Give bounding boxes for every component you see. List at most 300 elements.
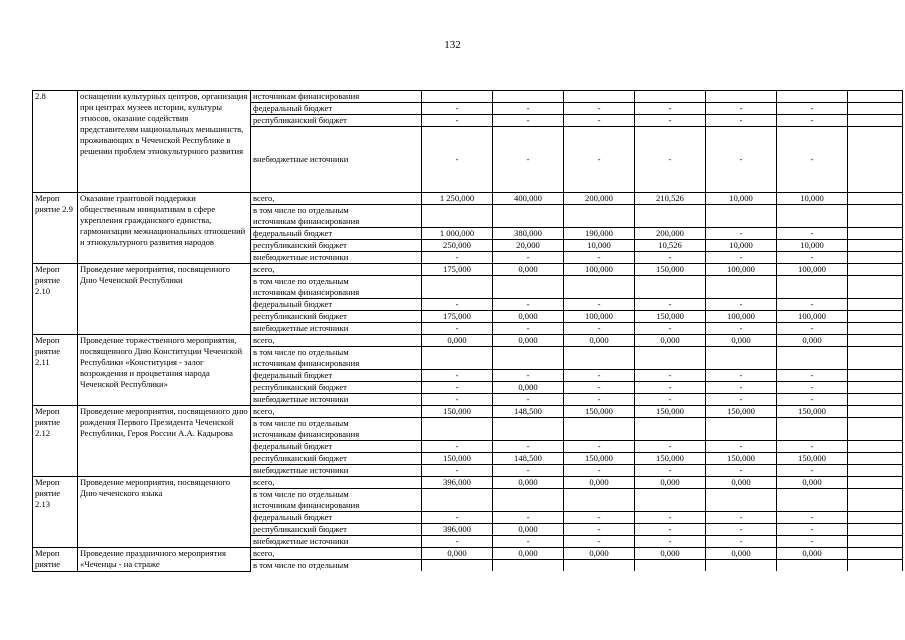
value-cell: 0,000 <box>493 548 564 560</box>
value-cell: 100,000 <box>564 264 635 276</box>
value-cell: 100,000 <box>706 311 777 323</box>
value-cell <box>493 276 564 288</box>
value-cell <box>493 347 564 359</box>
value-cell: - <box>635 536 706 548</box>
empty-cell <box>848 115 903 127</box>
table-row <box>33 548 903 560</box>
value-cell <box>493 287 564 299</box>
value-cell: - <box>635 370 706 382</box>
value-cell: 100,000 <box>564 311 635 323</box>
empty-cell <box>848 193 903 205</box>
value-cell: 150,000 <box>422 453 493 465</box>
value-cell: - <box>422 465 493 477</box>
activity-name: Проведение мероприятия, посвященного Дню чеченского языка <box>78 477 251 548</box>
value-cell: 0,000 <box>493 524 564 536</box>
value-cell: - <box>422 323 493 335</box>
empty-cell <box>848 418 903 430</box>
value-cell: - <box>635 394 706 406</box>
value-cell: 0,000 <box>706 548 777 560</box>
value-cell <box>564 347 635 359</box>
value-cell: - <box>564 441 635 453</box>
value-cell: - <box>777 323 848 335</box>
value-cell: 0,000 <box>493 335 564 347</box>
empty-cell <box>848 548 903 560</box>
value-cell: 10,000 <box>777 240 848 252</box>
value-cell: - <box>635 127 706 193</box>
value-cell: 0,000 <box>564 335 635 347</box>
value-cell: - <box>635 382 706 394</box>
value-cell: - <box>777 524 848 536</box>
funding-source: источникам финансирования <box>251 287 422 299</box>
empty-cell <box>848 103 903 115</box>
value-cell <box>635 276 706 288</box>
value-cell <box>493 216 564 228</box>
value-cell: - <box>422 370 493 382</box>
activity-name: оснащении культурных центров, организация при центрах музеев истории, культуры этносов, оказание содействия представителям национальных меньшинств, проживающих в Чеченской Республике в решении проблем этнокультурного развития <box>78 91 251 193</box>
value-cell <box>777 429 848 441</box>
empty-cell <box>848 228 903 240</box>
value-cell: 190,000 <box>564 228 635 240</box>
value-cell: 150,000 <box>564 406 635 418</box>
value-cell: 0,000 <box>777 335 848 347</box>
value-cell <box>706 205 777 217</box>
value-cell <box>706 287 777 299</box>
value-cell: - <box>564 465 635 477</box>
value-cell: 10,526 <box>635 240 706 252</box>
empty-cell <box>848 394 903 406</box>
funding-source: федеральный бюджет <box>251 299 422 311</box>
value-cell: - <box>777 441 848 453</box>
value-cell <box>422 489 493 501</box>
value-cell <box>777 216 848 228</box>
value-cell <box>635 205 706 217</box>
empty-cell <box>848 347 903 359</box>
value-cell: - <box>635 465 706 477</box>
value-cell: - <box>706 465 777 477</box>
value-cell <box>777 489 848 501</box>
value-cell <box>777 358 848 370</box>
value-cell: - <box>706 394 777 406</box>
funding-source: внебюджетные источники <box>251 127 422 193</box>
value-cell: - <box>777 115 848 127</box>
value-cell: - <box>493 370 564 382</box>
empty-cell <box>848 500 903 512</box>
activity-number: Мероп риятие 2.9 <box>33 193 78 264</box>
value-cell: - <box>706 524 777 536</box>
value-cell: 0,000 <box>635 335 706 347</box>
funding-source: в том числе по отдельным <box>251 276 422 288</box>
value-cell: 150,000 <box>777 406 848 418</box>
funding-source: источникам финансирования <box>251 429 422 441</box>
value-cell: 148,500 <box>493 453 564 465</box>
activity-name: Проведение мероприятия, посвященного дню рождения Первого Президента Чеченской Республики, Героя России А.А. Кадырова <box>78 406 251 477</box>
value-cell: - <box>422 127 493 193</box>
value-cell: - <box>422 103 493 115</box>
value-cell <box>422 216 493 228</box>
activity-name: Проведение праздничного мероприятия «Чеченцы - на страже <box>78 548 251 572</box>
value-cell: - <box>493 465 564 477</box>
funding-source: всего, <box>251 264 422 276</box>
table-row <box>33 335 903 347</box>
value-cell: 210,526 <box>635 193 706 205</box>
table-row <box>33 406 903 418</box>
value-cell: 10,000 <box>706 193 777 205</box>
value-cell: - <box>777 228 848 240</box>
funding-source: внебюджетные источники <box>251 252 422 264</box>
value-cell <box>777 91 848 103</box>
value-cell <box>564 418 635 430</box>
value-cell <box>706 216 777 228</box>
value-cell: - <box>422 394 493 406</box>
value-cell: - <box>777 512 848 524</box>
value-cell <box>493 560 564 572</box>
value-cell: - <box>493 512 564 524</box>
empty-cell <box>848 477 903 489</box>
value-cell: - <box>422 115 493 127</box>
value-cell <box>564 429 635 441</box>
value-cell <box>422 560 493 572</box>
value-cell <box>706 91 777 103</box>
empty-cell <box>848 205 903 217</box>
value-cell: - <box>422 252 493 264</box>
empty-cell <box>848 335 903 347</box>
funding-source: республиканский бюджет <box>251 311 422 323</box>
value-cell: - <box>777 394 848 406</box>
value-cell <box>493 418 564 430</box>
value-cell: 0,000 <box>706 335 777 347</box>
funding-source: республиканский бюджет <box>251 115 422 127</box>
value-cell <box>777 205 848 217</box>
value-cell: - <box>777 127 848 193</box>
value-cell <box>706 500 777 512</box>
funding-source: всего, <box>251 477 422 489</box>
value-cell: - <box>777 382 848 394</box>
value-cell <box>706 418 777 430</box>
value-cell: - <box>777 370 848 382</box>
value-cell <box>777 287 848 299</box>
value-cell: 150,000 <box>564 453 635 465</box>
activity-name: Оказание грантовой поддержки общественным инициативам в сфере укрепления гражданского единства, гармонизации межнациональных отношений и этнокультурного развития народов <box>78 193 251 264</box>
table-row <box>33 193 903 205</box>
value-cell <box>777 276 848 288</box>
value-cell <box>706 489 777 501</box>
value-cell: 250,000 <box>422 240 493 252</box>
funding-source: всего, <box>251 406 422 418</box>
activity-number: Мероп риятие <box>33 548 78 572</box>
value-cell: 1 000,000 <box>422 228 493 240</box>
value-cell <box>564 216 635 228</box>
value-cell <box>706 276 777 288</box>
value-cell: - <box>706 115 777 127</box>
value-cell: - <box>777 299 848 311</box>
value-cell: - <box>493 115 564 127</box>
value-cell <box>564 205 635 217</box>
value-cell: - <box>706 228 777 240</box>
value-cell: 0,000 <box>635 477 706 489</box>
value-cell <box>493 489 564 501</box>
value-cell <box>635 500 706 512</box>
value-cell: - <box>706 536 777 548</box>
value-cell: 100,000 <box>777 264 848 276</box>
value-cell <box>493 429 564 441</box>
value-cell: 150,000 <box>635 311 706 323</box>
value-cell: 396,000 <box>422 524 493 536</box>
empty-cell <box>848 276 903 288</box>
value-cell <box>777 418 848 430</box>
value-cell: 1 250,000 <box>422 193 493 205</box>
value-cell: 150,000 <box>706 406 777 418</box>
empty-cell <box>848 252 903 264</box>
value-cell <box>493 358 564 370</box>
value-cell <box>635 216 706 228</box>
value-cell <box>422 500 493 512</box>
value-cell <box>706 358 777 370</box>
funding-source: республиканский бюджет <box>251 382 422 394</box>
activity-name: Проведение торжественного мероприятия, посвященного Дню Конституции Чеченской Республики «Конституция - залог возрождения и процветания народа Чеченской Республики» <box>78 335 251 406</box>
funding-source: республиканский бюджет <box>251 453 422 465</box>
value-cell <box>493 205 564 217</box>
empty-cell <box>848 264 903 276</box>
value-cell: 200,000 <box>564 193 635 205</box>
value-cell: - <box>777 252 848 264</box>
value-cell: - <box>493 441 564 453</box>
value-cell: - <box>422 441 493 453</box>
empty-cell <box>848 512 903 524</box>
value-cell: 400,000 <box>493 193 564 205</box>
funding-source: федеральный бюджет <box>251 370 422 382</box>
value-cell: - <box>564 370 635 382</box>
value-cell: 10,000 <box>777 193 848 205</box>
value-cell <box>706 560 777 572</box>
value-cell: - <box>564 127 635 193</box>
value-cell <box>635 91 706 103</box>
value-cell: 150,000 <box>706 453 777 465</box>
value-cell: 100,000 <box>777 311 848 323</box>
empty-cell <box>848 323 903 335</box>
value-cell <box>564 358 635 370</box>
value-cell: - <box>635 512 706 524</box>
value-cell: - <box>635 441 706 453</box>
value-cell: - <box>422 299 493 311</box>
value-cell: - <box>564 103 635 115</box>
activity-number: Мероп риятие 2.13 <box>33 477 78 548</box>
value-cell <box>635 347 706 359</box>
value-cell: 0,000 <box>706 477 777 489</box>
empty-cell <box>848 358 903 370</box>
value-cell <box>635 287 706 299</box>
value-cell: - <box>564 394 635 406</box>
value-cell <box>777 560 848 572</box>
funding-source: федеральный бюджет <box>251 441 422 453</box>
value-cell: - <box>635 115 706 127</box>
activity-name: Проведение мероприятия, посвященного Дню Чеченской Республики <box>78 264 251 335</box>
value-cell: - <box>564 524 635 536</box>
funding-source: внебюджетные источники <box>251 323 422 335</box>
value-cell: - <box>706 512 777 524</box>
value-cell: - <box>635 524 706 536</box>
value-cell <box>422 276 493 288</box>
value-cell: - <box>706 370 777 382</box>
value-cell: - <box>422 536 493 548</box>
page-number: 132 <box>444 39 461 51</box>
value-cell <box>564 91 635 103</box>
value-cell <box>635 489 706 501</box>
empty-cell <box>848 216 903 228</box>
empty-cell <box>848 453 903 465</box>
empty-cell <box>848 370 903 382</box>
value-cell: - <box>564 115 635 127</box>
empty-cell <box>848 489 903 501</box>
funding-source: федеральный бюджет <box>251 103 422 115</box>
empty-cell <box>848 91 903 103</box>
value-cell: - <box>493 103 564 115</box>
funding-source: источникам финансирования <box>251 358 422 370</box>
funding-source: федеральный бюджет <box>251 512 422 524</box>
empty-cell <box>848 441 903 453</box>
value-cell: - <box>493 536 564 548</box>
value-cell <box>564 489 635 501</box>
funding-source: республиканский бюджет <box>251 240 422 252</box>
value-cell <box>777 500 848 512</box>
value-cell: - <box>635 252 706 264</box>
empty-cell <box>848 429 903 441</box>
value-cell: 200,000 <box>635 228 706 240</box>
value-cell: 380,000 <box>493 228 564 240</box>
value-cell <box>493 91 564 103</box>
value-cell: 0,000 <box>493 382 564 394</box>
value-cell: - <box>706 299 777 311</box>
value-cell <box>422 287 493 299</box>
value-cell: - <box>635 323 706 335</box>
value-cell: - <box>564 252 635 264</box>
value-cell: 0,000 <box>422 335 493 347</box>
funding-source: внебюджетные источники <box>251 394 422 406</box>
value-cell: - <box>493 299 564 311</box>
value-cell: 150,000 <box>635 453 706 465</box>
value-cell: 175,000 <box>422 264 493 276</box>
value-cell: 0,000 <box>493 477 564 489</box>
value-cell <box>422 358 493 370</box>
funding-source: всего, <box>251 548 422 560</box>
value-cell: 0,000 <box>493 311 564 323</box>
value-cell <box>422 347 493 359</box>
value-cell: 10,000 <box>706 240 777 252</box>
activity-number: Мероп риятие 2.12 <box>33 406 78 477</box>
value-cell: - <box>706 127 777 193</box>
funding-source: внебюджетные источники <box>251 465 422 477</box>
value-cell: - <box>564 382 635 394</box>
funding-source: в том числе по отдельным <box>251 560 422 572</box>
value-cell: - <box>706 103 777 115</box>
value-cell: - <box>564 299 635 311</box>
value-cell: - <box>422 382 493 394</box>
value-cell <box>422 205 493 217</box>
value-cell: 0,000 <box>635 548 706 560</box>
value-cell: 0,000 <box>422 548 493 560</box>
value-cell: - <box>777 103 848 115</box>
funding-source: всего, <box>251 193 422 205</box>
activity-number: Мероп риятие 2.10 <box>33 264 78 335</box>
value-cell: 396,000 <box>422 477 493 489</box>
value-cell: - <box>635 299 706 311</box>
value-cell <box>422 418 493 430</box>
value-cell <box>635 560 706 572</box>
empty-cell <box>848 406 903 418</box>
value-cell: 0,000 <box>777 548 848 560</box>
table-row <box>33 264 903 276</box>
funding-source: республиканский бюджет <box>251 524 422 536</box>
empty-cell <box>848 127 903 193</box>
value-cell: - <box>706 252 777 264</box>
value-cell: 10,000 <box>564 240 635 252</box>
funding-source: в том числе по отдельным <box>251 418 422 430</box>
value-cell: - <box>635 103 706 115</box>
value-cell <box>422 429 493 441</box>
empty-cell <box>848 465 903 477</box>
value-cell: - <box>706 323 777 335</box>
value-cell: 150,000 <box>635 264 706 276</box>
empty-cell <box>848 560 903 572</box>
value-cell: - <box>422 512 493 524</box>
value-cell: - <box>777 536 848 548</box>
value-cell: - <box>706 382 777 394</box>
value-cell: 20,000 <box>493 240 564 252</box>
value-cell: 150,000 <box>635 406 706 418</box>
value-cell: 175,000 <box>422 311 493 323</box>
value-cell <box>777 347 848 359</box>
value-cell: - <box>564 536 635 548</box>
funding-source: в том числе по отдельным <box>251 489 422 501</box>
funding-source: в том числе по отдельным <box>251 205 422 217</box>
empty-cell <box>848 311 903 323</box>
funding-source: всего, <box>251 335 422 347</box>
value-cell: 100,000 <box>706 264 777 276</box>
value-cell: - <box>564 323 635 335</box>
table-row <box>33 91 903 103</box>
value-cell <box>635 418 706 430</box>
value-cell: - <box>493 252 564 264</box>
value-cell: - <box>564 512 635 524</box>
value-cell: - <box>493 394 564 406</box>
empty-cell <box>848 287 903 299</box>
funding-source: источникам финансирования <box>251 500 422 512</box>
funding-source: в том числе по отдельным <box>251 347 422 359</box>
value-cell: 0,000 <box>493 264 564 276</box>
value-cell: - <box>706 441 777 453</box>
funding-source: федеральный бюджет <box>251 228 422 240</box>
table-row <box>33 477 903 489</box>
funding-source: внебюджетные источники <box>251 536 422 548</box>
budget-table <box>32 90 903 572</box>
empty-cell <box>848 240 903 252</box>
value-cell <box>635 358 706 370</box>
value-cell <box>706 347 777 359</box>
value-cell <box>635 429 706 441</box>
empty-cell <box>848 524 903 536</box>
value-cell <box>422 91 493 103</box>
value-cell <box>706 429 777 441</box>
value-cell: 150,000 <box>777 453 848 465</box>
funding-source: источникам финансирования <box>251 91 422 103</box>
activity-number: 2.8 <box>33 91 78 193</box>
activity-number: Мероп риятие 2.11 <box>33 335 78 406</box>
value-cell <box>564 500 635 512</box>
funding-source: источникам финансирования <box>251 216 422 228</box>
value-cell: - <box>493 323 564 335</box>
value-cell <box>564 276 635 288</box>
value-cell: - <box>777 465 848 477</box>
value-cell: 0,000 <box>564 548 635 560</box>
